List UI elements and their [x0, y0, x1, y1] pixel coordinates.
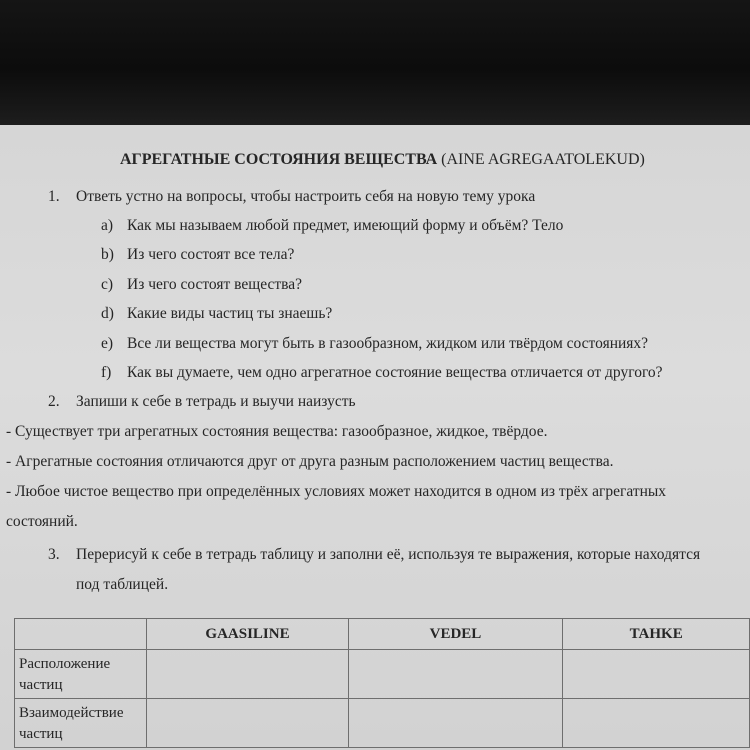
- dark-background: [0, 0, 750, 125]
- fact-3: - Любое чистое вещество при определённых условиях может находится в одном из трёх агрегатных: [6, 483, 667, 500]
- table-cell: [563, 699, 750, 748]
- worksheet-title: [120, 151, 645, 169]
- task-3-text: Перерисуй к себе в тетрадь таблицу и заполни её, используя те выражения, которые находятся: [76, 546, 701, 563]
- question-c: [101, 276, 302, 294]
- question-label: f): [101, 364, 112, 381]
- task-2-text: Запиши к себе в тетрадь и выучи наизусть: [76, 393, 356, 410]
- task-3-continued: под таблицей.: [76, 576, 169, 593]
- row-label-interaction: [15, 699, 147, 748]
- question-text: Из чего состоят все тела?: [127, 246, 295, 263]
- table-cell: [563, 650, 750, 699]
- task-1: [48, 188, 535, 206]
- task-2-number: 2.: [48, 393, 60, 410]
- fact-3-continued: состояний.: [6, 513, 78, 530]
- table-cell: [348, 650, 563, 699]
- question-label: e): [101, 335, 114, 352]
- table-header-row: [15, 619, 750, 650]
- worksheet-page: [0, 125, 750, 750]
- fact-1: - Существует три агрегатных состояния вещества: газообразное, жидкое, твёрдое.: [6, 423, 548, 440]
- row-label-line: Расположение: [19, 656, 111, 672]
- title-bold: АГРЕГАТНЫЕ СОСТОЯНИЯ ВЕЩЕСТВА: [120, 151, 438, 168]
- table-header-gaasiline: GAASILINE: [147, 619, 348, 650]
- task-2: [48, 393, 356, 411]
- question-text: Все ли вещества могут быть в газообразном, жидком или твёрдом состояниях?: [127, 335, 649, 352]
- table-cell: [348, 699, 563, 748]
- question-f: [101, 364, 663, 382]
- row-label-arrangement: [15, 650, 147, 699]
- table-header-tahke: TAHKE: [563, 619, 750, 650]
- question-label: b): [101, 246, 114, 263]
- task-1-text: Ответь устно на вопросы, чтобы настроить себя на новую тему урока: [76, 188, 536, 205]
- title-estonian: (AINE AGREGAATOLEKUD): [437, 151, 645, 168]
- question-label: c): [101, 276, 114, 293]
- question-text: Из чего состоят вещества?: [127, 276, 302, 293]
- task-3: [48, 546, 700, 564]
- question-text: Как мы называем любой предмет, имеющий форму и объём? Тело: [127, 217, 564, 234]
- question-label: a): [101, 217, 114, 234]
- table-header-vedel: VEDEL: [348, 619, 563, 650]
- table-row: [15, 650, 750, 699]
- question-text: Как вы думаете, чем одно агрегатное состояние вещества отличается от другого?: [127, 364, 663, 381]
- task-1-number: 1.: [48, 188, 60, 205]
- states-table: [14, 618, 750, 748]
- question-d: [101, 305, 332, 323]
- table-header-empty: [15, 619, 147, 650]
- table-row: [15, 699, 750, 748]
- task-3-number: 3.: [48, 546, 60, 563]
- table-cell: [147, 699, 348, 748]
- row-label-line: частиц: [19, 726, 63, 742]
- fact-2: - Агрегатные состояния отличаются друг от друга разным расположением частиц вещества.: [6, 453, 614, 470]
- row-label-line: частиц: [19, 677, 63, 693]
- question-b: [101, 246, 294, 264]
- question-label: d): [101, 305, 114, 322]
- row-label-line: Взаимодействие: [19, 705, 124, 721]
- question-e: [101, 335, 648, 353]
- question-text: Какие виды частиц ты знаешь?: [127, 305, 333, 322]
- table-cell: [147, 650, 348, 699]
- question-a: [101, 217, 563, 235]
